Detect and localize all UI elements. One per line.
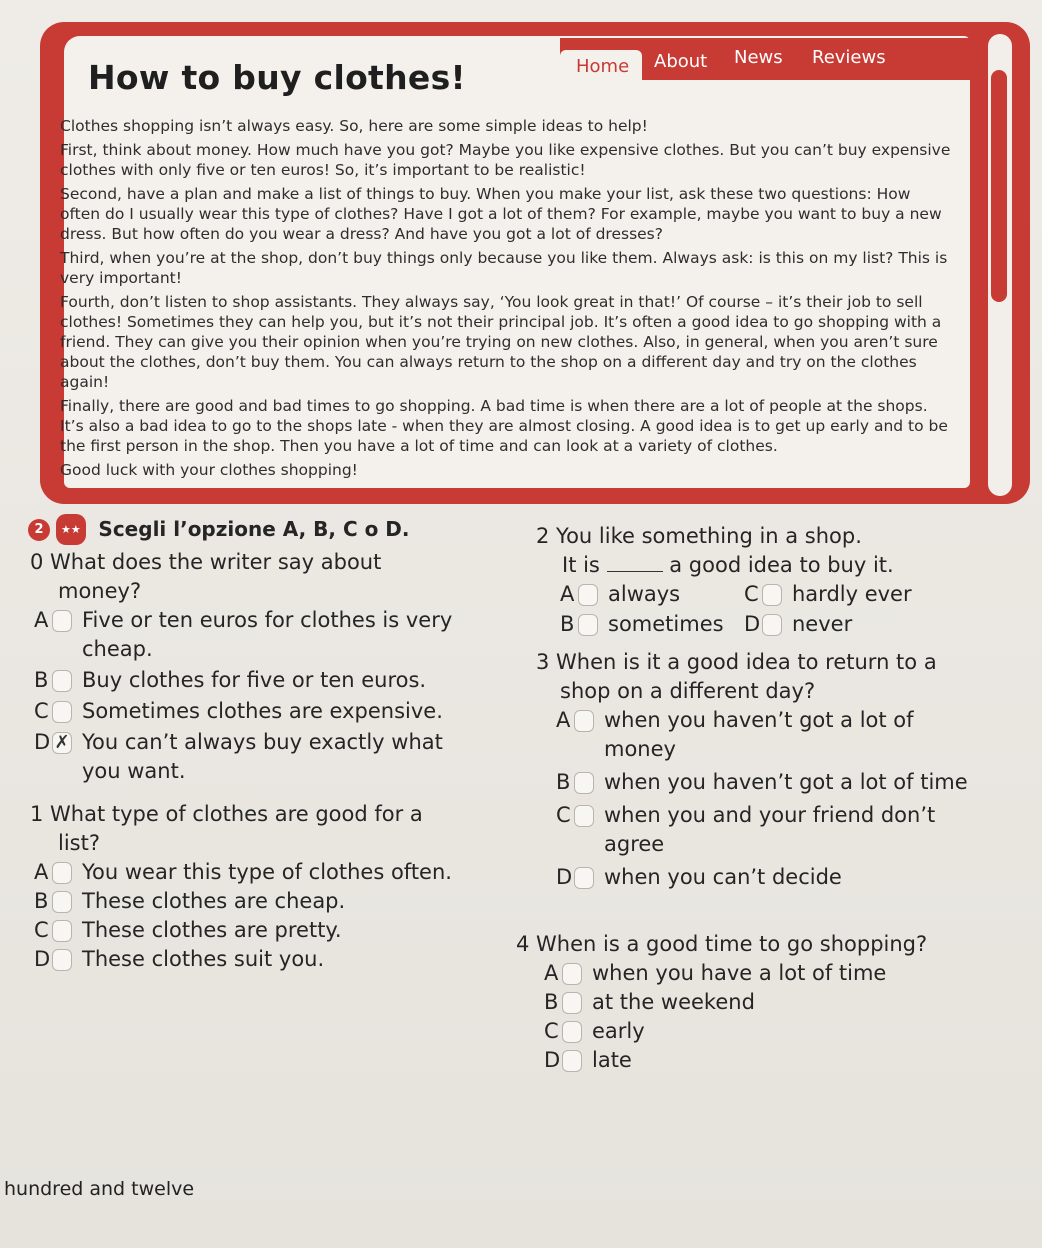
article-paragraph: Clothes shopping isn’t always easy. So, here are some simple ideas to help! — [60, 117, 648, 135]
checkbox[interactable] — [52, 701, 72, 723]
option-q3-b[interactable] — [552, 768, 986, 797]
question-1-text: 1 What type of clothes are good for a list? — [30, 802, 423, 855]
checkbox[interactable] — [574, 772, 594, 794]
option-q1-b[interactable] — [30, 887, 470, 916]
option-text: You can’t always buy exactly what you want. — [82, 730, 443, 783]
option-text: hardly ever — [792, 582, 912, 606]
checkbox[interactable] — [574, 867, 594, 889]
article-paragraph: Good luck with your clothes shopping! — [60, 461, 358, 479]
option-q0-a[interactable] — [30, 606, 470, 664]
question-2-suffix: a good idea to buy it. — [669, 553, 894, 577]
article-paragraph: Fourth, don’t listen to shop assistants. They always say, ‘You look great in that!’ Of course – it’s their job to sell clothes! Sometimes they can help you, but it’s not their principal job. It’s often a good idea to go shopping with a friend. They can give you their opinion when you’re trying on new clothes. Also, in general, when you aren’t sure about the clothes, don’t buy them. You can always return to the shop on a different day and try on the clothes again! — [60, 293, 942, 391]
page-number-label: hundred and twelve — [4, 1178, 195, 1200]
site-title: How to buy clothes! — [88, 58, 466, 97]
option-text: never — [792, 612, 853, 636]
option-q1-c[interactable] — [30, 916, 470, 945]
option-q4-a[interactable] — [540, 959, 986, 988]
option-letter: D — [34, 947, 51, 971]
checkbox[interactable] — [574, 710, 594, 732]
option-text: Five or ten euros for clothes is very cheap. — [82, 608, 453, 661]
option-text: late — [592, 1048, 632, 1072]
option-letter: A — [544, 961, 559, 985]
checkbox[interactable] — [52, 670, 72, 692]
checkbox-checked[interactable]: ✗ — [52, 732, 72, 754]
checkbox[interactable] — [562, 992, 582, 1014]
option-q0-d[interactable] — [30, 728, 470, 786]
option-letter: C — [556, 803, 571, 827]
option-letter: C — [744, 582, 759, 606]
questions-left-column — [30, 548, 470, 974]
option-text: Sometimes clothes are expensive. — [82, 699, 443, 723]
option-letter: A — [560, 582, 575, 606]
option-q4-b[interactable] — [540, 988, 986, 1017]
question-4-text: 4 When is a good time to go shopping? — [516, 932, 928, 956]
checkbox[interactable] — [578, 584, 598, 606]
option-q2-c[interactable] — [740, 580, 912, 609]
option-text: early — [592, 1019, 645, 1043]
question-2-text: 2 You like something in a shop. — [536, 524, 862, 548]
checkbox[interactable] — [52, 862, 72, 884]
question-3-text: 3 When is it a good idea to return to a shop on a different day? — [536, 650, 937, 703]
answer-blank — [607, 553, 663, 572]
question-2-prefix: It is — [562, 553, 600, 577]
exercise-number-badge: 2 — [28, 519, 50, 541]
article-paragraph: Finally, there are good and bad times to go shopping. A bad time is when there are a lot of people at the shops. It’s also a bad idea to go to the shops late - when they are almost closing. A good idea is to get up early and to be the first person in the shop. Then you have a lot of time and can look at a variety of clothes. — [60, 397, 948, 455]
option-text: These clothes are cheap. — [82, 889, 346, 913]
option-text: These clothes are pretty. — [82, 918, 342, 942]
option-q1-d[interactable] — [30, 945, 470, 974]
option-q4-d[interactable] — [540, 1046, 986, 1075]
option-letter: B — [34, 889, 49, 913]
option-text: when you can’t decide — [604, 865, 842, 889]
option-letter: B — [34, 668, 49, 692]
exercise-header — [28, 514, 488, 545]
question-4-block — [516, 930, 986, 1075]
option-q3-c[interactable] — [552, 801, 986, 859]
option-letter: D — [544, 1048, 561, 1072]
option-text: at the weekend — [592, 990, 755, 1014]
option-letter: B — [560, 612, 575, 636]
question-0-text: 0 What does the writer say about money? — [30, 550, 382, 603]
option-letter: B — [544, 990, 559, 1014]
option-q3-a[interactable] — [552, 706, 986, 764]
option-text: always — [608, 582, 681, 606]
checkbox[interactable] — [52, 949, 72, 971]
option-text: when you have a lot of time — [592, 961, 887, 985]
option-letter: A — [34, 860, 49, 884]
nav-home[interactable]: Home — [576, 56, 630, 77]
checkbox[interactable] — [762, 614, 782, 636]
option-text: when you haven’t got a lot of time — [604, 770, 968, 794]
checkbox[interactable] — [52, 920, 72, 942]
questions-right-column — [536, 522, 986, 892]
exercise-instruction: Scegli l’opzione A, B, C o D. — [98, 516, 410, 541]
option-text: when you and your friend don’t agree — [604, 803, 936, 856]
option-letter: C — [34, 699, 49, 723]
option-text: sometimes — [608, 612, 724, 636]
option-q0-b[interactable] — [30, 666, 470, 695]
option-q3-d[interactable] — [552, 863, 986, 892]
checkbox[interactable] — [52, 891, 72, 913]
option-letter: D — [34, 730, 51, 754]
option-q0-c[interactable] — [30, 697, 470, 726]
option-text: You wear this type of clothes often. — [82, 860, 452, 884]
option-letter: D — [556, 865, 573, 889]
article-paragraph: First, think about money. How much have you got? Maybe you like expensive clothes. But you can’t buy expensive clothes with only five or ten euros! So, it’s important to be realistic! — [60, 141, 951, 179]
option-q2-a[interactable] — [556, 580, 680, 609]
option-q2-b[interactable] — [556, 610, 724, 639]
option-q4-c[interactable] — [540, 1017, 986, 1046]
option-letter: A — [34, 608, 49, 632]
option-letter: B — [556, 770, 571, 794]
article-body — [60, 116, 952, 480]
checkbox[interactable] — [562, 1050, 582, 1072]
checkbox[interactable] — [578, 614, 598, 636]
option-row-q2-ab — [536, 580, 986, 610]
nav-reviews[interactable]: Reviews — [812, 47, 886, 68]
article-paragraph: Third, when you’re at the shop, don’t buy things only because you like them. Always ask: is this on my list? This is very important! — [60, 249, 948, 287]
option-letter: C — [544, 1019, 559, 1043]
difficulty-stars: ★★ — [56, 514, 86, 545]
checkbox[interactable] — [562, 1021, 582, 1043]
option-row-q2-bd — [536, 610, 986, 640]
option-q1-a[interactable] — [30, 858, 470, 887]
checkbox[interactable] — [574, 805, 594, 827]
checkbox[interactable] — [52, 610, 72, 632]
option-letter: A — [556, 708, 571, 732]
option-letter: D — [744, 612, 761, 636]
scrollbar-thumb[interactable] — [991, 70, 1007, 302]
checkbox[interactable] — [562, 963, 582, 985]
option-text: These clothes suit you. — [82, 947, 325, 971]
nav-news[interactable]: News — [734, 47, 783, 68]
option-text: when you haven’t got a lot of money — [604, 708, 914, 761]
option-letter: C — [34, 918, 49, 942]
option-q2-d[interactable] — [740, 610, 852, 639]
option-text: Buy clothes for five or ten euros. — [82, 668, 427, 692]
nav-about[interactable]: About — [654, 51, 708, 72]
checkbox[interactable] — [762, 584, 782, 606]
article-paragraph: Second, have a plan and make a list of things to buy. When you make your list, ask these two questions: How often do I usually wear this type of clothes? Have I got a lot of them? For example, maybe you want to buy a new dress. But how often do you wear a dress? And have you got a lot of dresses? — [60, 185, 942, 243]
